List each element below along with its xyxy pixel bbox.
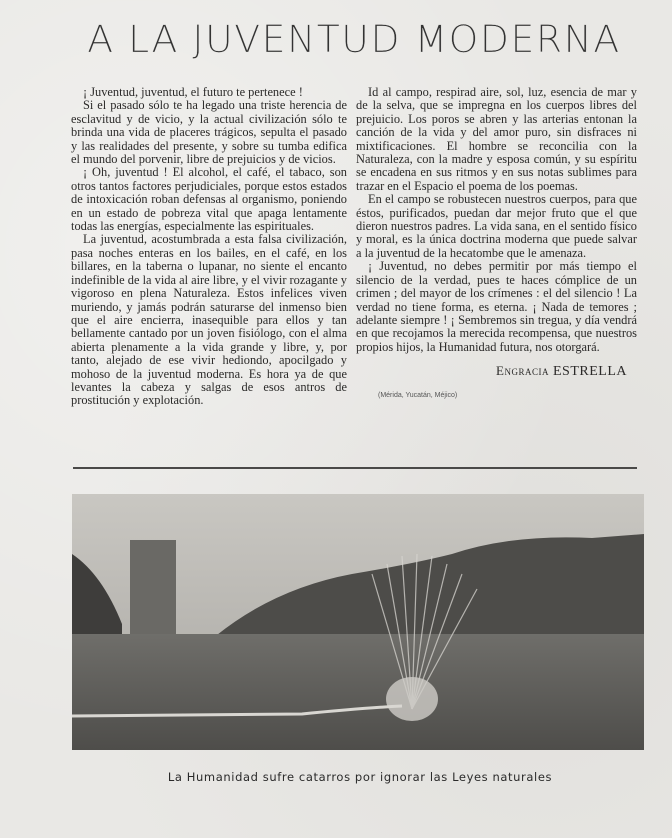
author-first-name: Engracia (496, 363, 549, 379)
photo-tower (130, 540, 176, 640)
photo-scene (72, 494, 644, 750)
photo-lawn (72, 634, 644, 750)
right-column (356, 86, 637, 402)
author-signature (356, 364, 637, 378)
author-last-name: ESTRELLA (553, 364, 627, 380)
photograph (72, 494, 644, 750)
photo-caption: La Humanidad sufre catarros por ignorar las Leyes naturales (167, 770, 553, 784)
paragraph: La juventud, acostumbrada a esta falsa civilización, pasa noches enteras en los bailes, en el café, en los billares, en la taberna o lupanar, no siente el encanto indefinible de la vida al aire libre, y el vivir rozagante y vigoroso en plena Naturaleza. Estos infelices viven muriendo, y jamás podrán saturarse del inmenso bien que el aire encierra, inasequible para ellos y tan bellamente cantado por un joven fisiólogo, con el alma abierta plenamente a la vida grande y libre, y, por tanto, alejado de ese vivir hediondo, apocilgado y mohoso de la juventud moderna. Es hora ya de que levantes la cabeza y salgas de esos antros de prostitución y explotación. (71, 232, 347, 408)
paragraph: En el campo se robustecen nuestros cuerpos, para que éstos, purificados, puedan dar mejor fruto que el que dieron nuestros padres. La vida sana, en el sentido físico y moral, es la única doctrina moderna que puede salvar a la juventud de la hecatombe que le amenaza. (356, 192, 637, 260)
section-divider (73, 467, 637, 469)
left-column (71, 86, 347, 408)
paragraph: Si el pasado sólo te ha legado una triste herencia de esclavitud y de vicio, y la actual civilización sólo te brinda una vida de placeres trágicos, sepulta el pasado y las realidades del presente, y sobre su tumba edifica el mundo del porvenir, libre de prejuicios y de vicios. (71, 98, 347, 167)
paragraph: ¡ Juventud, juventud, el futuro te pertenece ! (83, 85, 303, 99)
photo-sprinkler-splash (386, 677, 438, 721)
paragraph: ¡ Juventud, no debes permitir por más tiempo el silencio de la verdad, pues te haces cómplice de un crimen ; del mayor de los crímenes : el del silencio ! La verdad no tiene forma, es eterna. ¡ Nada de temores ; adelante siempre ! ¡ Sembremos sin tregua, y día vendrá en que recojamos la merecida recompensa, que nuestros propios hijos, la Humanidad futura, nos otorgará. (356, 259, 637, 354)
paragraph: ¡ Oh, juventud ! El alcohol, el café, el tabaco, son otros tantos factores perjudiciales, porque estos estados de intoxicación roban defensas al organismo, poniendo en un estado de pobreza vital que apaga lentamente todas las energías, especialmente las espirituales. (71, 165, 347, 234)
article-title: A LA JUVENTUD MODERNA (87, 18, 621, 61)
paragraph: Id al campo, respirad aire, sol, luz, esencia de mar y de la selva, que se impregna en los cuerpos libres del prejuicio. Los poros se abren y las arterias entonan la canción de la vida y del amor puro, sin disfraces ni mixtificaciones. El hombre se reconcilia con la Naturaleza, con la madre y esposa común, y su espíritu se encadena en sus ritmos y en sus notas sublimes para trazar en el Espacio el poema de los poemas. (356, 85, 637, 193)
author-location: (Mérida, Yucatán, Méjico) (378, 391, 458, 399)
